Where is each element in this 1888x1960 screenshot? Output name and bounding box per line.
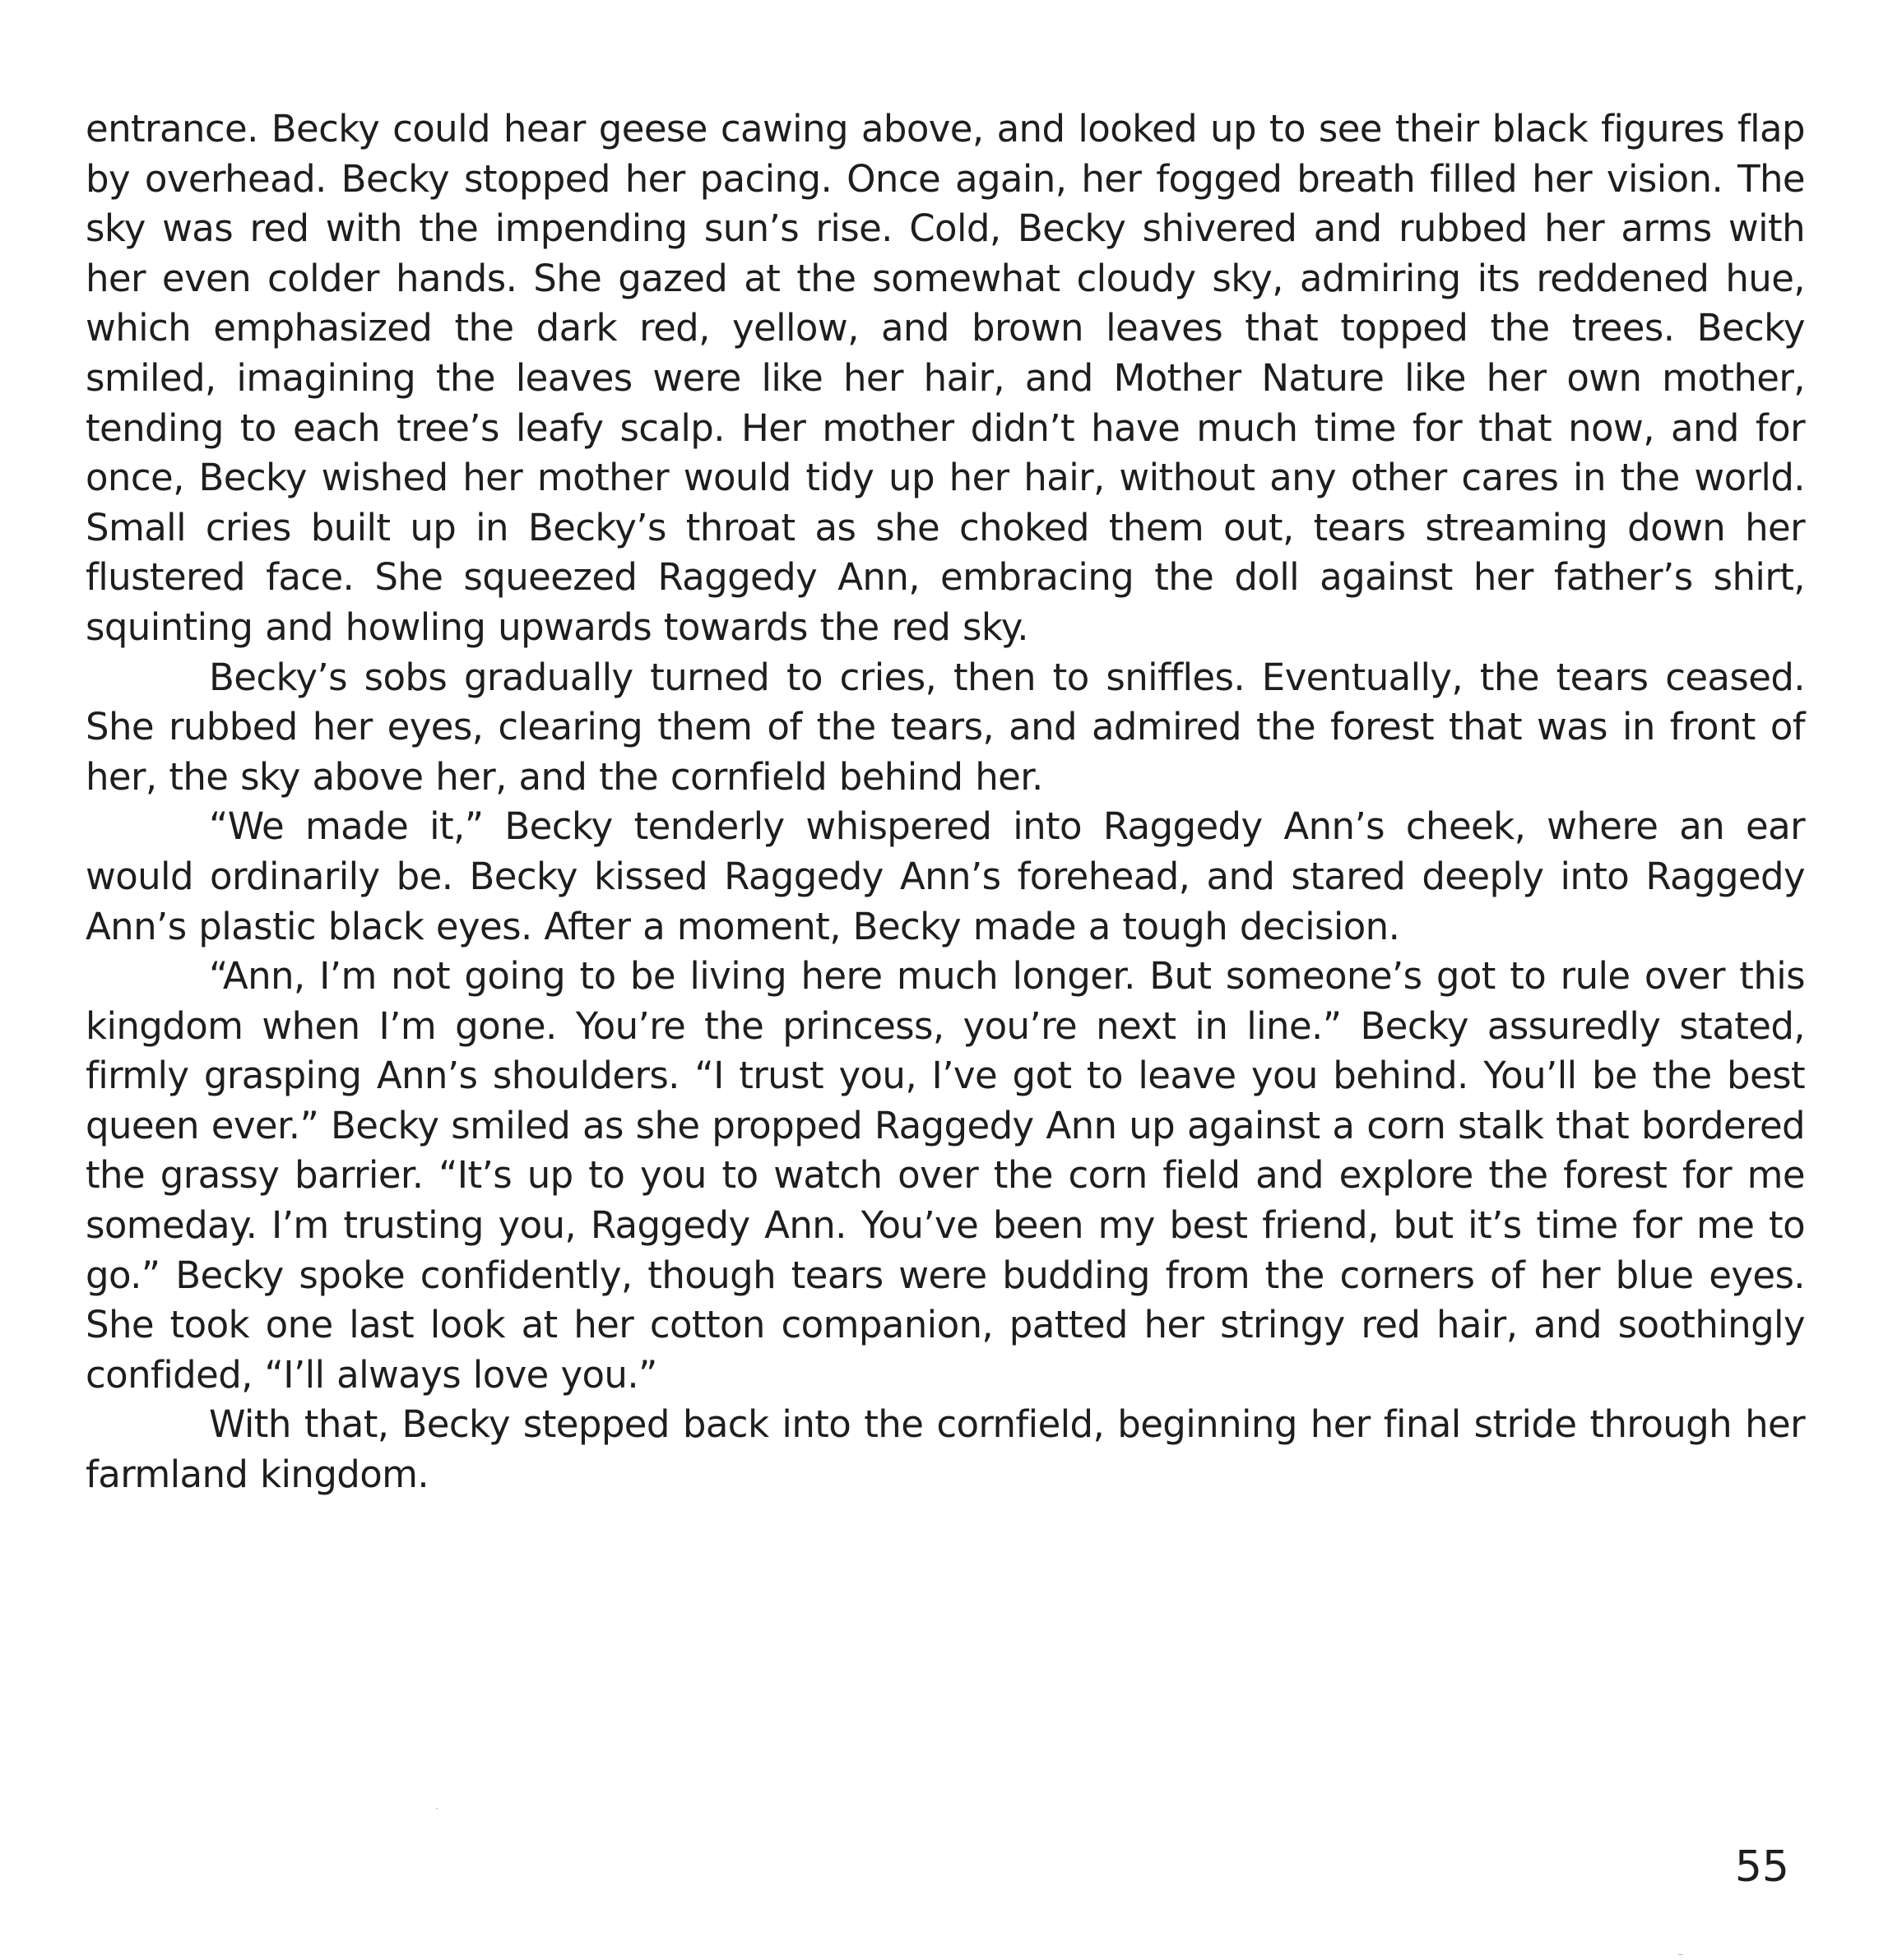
- paragraph-5: With that, Becky stepped back into the cornfield, beginning her final stride through her farmland kingdom.: [86, 1402, 1805, 1497]
- scan-speck: [1678, 1954, 1683, 1955]
- paragraph-2: Becky’s sobs gradually turned to cries, then to sniffles. Eventually, the tears ceased. She rubbed her eyes, clearing them of the tears, and admired the forest that was in front of her, the sky above her, and the cornfield behind her.: [86, 655, 1805, 799]
- paragraph-3: “We made it,” Becky tenderly whispered into Raggedy Ann’s cheek, where an ear would ordinarily be. Becky kissed Raggedy Ann’s forehead, and stared deeply into Raggedy Ann’s plastic black eyes. After a moment, Becky made a tough decision.: [86, 804, 1805, 948]
- paragraph-1: entrance. Becky could hear geese cawing above, and looked up to see their black figures flap by overhead. Becky stopped her pacing. Once again, her fogged breath filled her vision. The sky was red with the impending sun’s rise. Cold, Becky shivered and rubbed her arms with her even colder hands. She gazed at the somewhat cloudy sky, admiring its reddened hue, which emphasized the dark red, yellow, and brown leaves that topped the trees. Becky smiled, imagining the leaves were like her hair, and Mother Nature like her own mother, tending to each tree’s leafy scalp. Her mother didn’t have much time for that now, and for once, Becky wished her mother would tidy up her hair, without any other cares in the world. Small cries built up in Becky’s throat as she choked them out, tears streaming down her flustered face. She squeezed Raggedy Ann, embracing the doll against her father’s shirt, squinting and howling upwards towards the red sky.: [86, 107, 1805, 649]
- scan-speck: [436, 1808, 438, 1809]
- story-text: [86, 104, 1805, 1500]
- page-number: 55: [1734, 1842, 1789, 1892]
- paragraph-4: “Ann, I’m not going to be living here much longer. But someone’s got to rule over this kingdom when I’m gone. You’re the princess, you’re next in line.” Becky assuredly stated, firmly grasping Ann’s shoulders. “I trust you, I’ve got to leave you behind. You’ll be the best queen ever.” Becky smiled as she propped Raggedy Ann up against a corn stalk that bordered the grassy barrier. “It’s up to you to watch over the corn field and explore the forest for me someday. I’m trusting you, Raggedy Ann. You’ve been my best friend, but it’s time for me to go.” Becky spoke confidently, though tears were budding from the corners of her blue eyes. She took one last look at her cotton companion, patted her stringy red hair, and soothingly confided, “I’ll always love you.”: [86, 954, 1805, 1397]
